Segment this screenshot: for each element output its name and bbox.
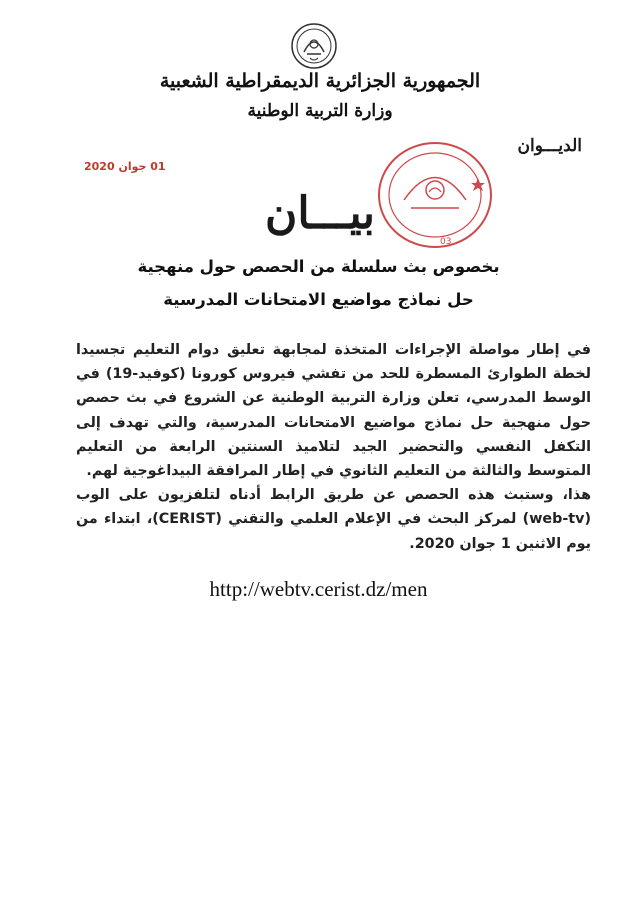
algeria-emblem-icon <box>290 22 338 70</box>
republic-heading: الجمهورية الجزائرية الديمقراطية الشعبية <box>159 70 481 92</box>
body-paragraph-1: في إطار مواصلة الإجراءات المتخذة لمجابهة تعليق دوام التعليم تجسيدا لخطة الطوارئ المسطرة للحد من تفشي فيروس كورونا (كوفيد-19) في الوسط المدرسي، تعلن وزارة التربية الوطنية عن الشروع في بث حصص حول منهجية حل نماذج مواضيع الامتحانات المدرسية، والتي تهدف إلى التكفل النفسي والتحضير الجيد لتلاميذ السنتين الرابعة من التعليم المتوسط والثالثة من التعليم الثانوي في إطار المرافقة البيداغوجية لهم. <box>76 342 591 480</box>
webtv-link[interactable]: http://webtv.cerist.dz/men <box>209 577 428 601</box>
statement-body <box>76 338 591 556</box>
subtitle-line-1: بخصوص بث سلسلة من الحصص حول منهجية <box>137 257 500 276</box>
seal-number: 03 <box>440 237 452 247</box>
date-stamp: 01 جوان 2020 <box>84 160 166 173</box>
office-label: الديـــوان <box>517 136 582 156</box>
subtitle-line-2: حل نماذج مواضيع الامتحانات المدرسية <box>163 290 474 309</box>
body-paragraph-2: هذا، وستبث هذه الحصص عن طريق الرابط أدناه لتلفزيون على الوب (web-tv) لمركز البحث في الإعلام العلمي والتقني (CERIST)، ابتداء من يوم الاثنين 1 جوان 2020. <box>76 487 591 552</box>
ministry-heading: وزارة التربية الوطنية <box>247 101 393 121</box>
statement-title: بيـــان <box>265 188 375 239</box>
